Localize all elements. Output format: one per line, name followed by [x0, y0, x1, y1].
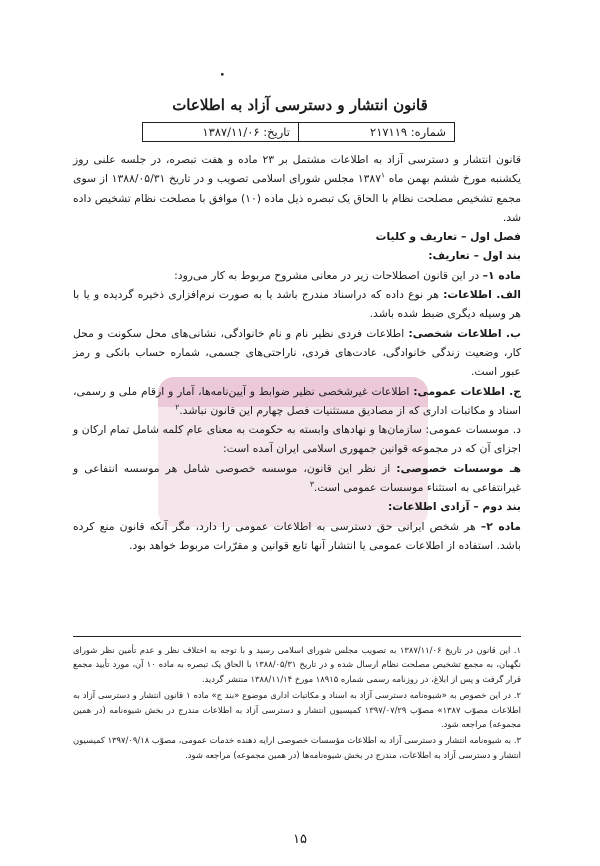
definition-c: [73, 382, 521, 421]
definition-a: [73, 285, 521, 324]
footnote-ref-2: ۲: [175, 402, 180, 412]
footnotes: [73, 643, 521, 764]
definition-a-text: هر نوع داده که دراسناد مندرج باشد یا به صورت نرم‌افزاری ذخیره گردیده و یا با هر وسیله دیگری ضبط شده باشد.: [73, 288, 521, 321]
footnote-ref-3: ۳: [309, 479, 314, 489]
law-title: قانون انتشار و دسترسی آزاد به اطلاعات: [172, 96, 428, 114]
article-2-text: هر شخص ایرانی حق دسترسی به اطلاعات عمومی را دارد، مگر آنکه قانون منع کرده باشد. استفاده از اطلاعات عمومی یا انتشار آنها تابع قوانین و مقرّرات مربوط خواهد بود.: [73, 519, 521, 552]
body-text: [73, 150, 521, 555]
article-1: [73, 266, 521, 285]
definition-e-label: هـ موسسات خصوصی:: [396, 461, 521, 475]
header-mark: ٠: [218, 66, 227, 82]
page-number: ۱۵: [293, 832, 307, 847]
law-number: شماره: ۲۱۷۱۱۹: [370, 125, 446, 139]
article-2-label: ماده ۲–: [480, 519, 521, 533]
footnote-divider: [73, 636, 521, 637]
article-1-text: در این قانون اصطلاحات زیر در معانی مشروح مربوط به کار می‌رود:: [174, 268, 483, 282]
footnote-ref-1: ۱: [381, 170, 386, 180]
definition-c-label: ج. اطلاعات عمومی:: [413, 384, 521, 398]
intro-paragraph: [73, 150, 521, 227]
definition-b-text: اطلاعات فردی نظیر نام و نام خانوادگی، نشانی‌های محل سکونت و محل کار، وضعیت زندگی خانوادگی، عادت‌های فردی، ناراحتی‌های جسمی، شماره حساب بانکی و رمز عبور است.: [73, 326, 521, 379]
section-heading-1: بند اول – تعاریف:: [428, 249, 521, 263]
meta-box: [142, 122, 455, 142]
chapter-heading: فصل اول – تعاریف و کلیات: [375, 230, 521, 244]
intro-text-1: قانون انتشار و دسترسی آزاد به اطلاعات مشتمل بر ۲۳ ماده و هفت تبصره، در جلسه علنی روز یکشنبه مورخ ششم بهمن ماه ۱۳۸۷: [73, 153, 521, 186]
footnote-1: ۱. این قانون در تاریخ ۱۳۸۷/۱۱/۰۶ به تصویب مجلس شورای اسلامی رسید و با توجه به اختلاف نظر و عدم تأمین نظر شورای نگهبان، به مجمع تشخیص مصلحت نظام ارسال شده و در تاریخ ۱۳۸۸/۰۵/۳۱ با الحاق یک تبصره به ماده ۱۰ آن، مورد تأیید مجمع قرار گرفت و پس از ابلاغ، در روزنامه رسمی شماره ۱۸۹۱۵ مورخ ۱۳۸۸/۱۱/۱۴ منتشر گردید.: [73, 645, 521, 684]
definition-b: [73, 324, 521, 382]
law-date: تاریخ: ۱۳۸۷/۱۱/۰۶: [143, 123, 299, 141]
definition-c-text: اطلاعات غیرشخصی نظیر ضوابط و آیین‌نامه‌ها، آمار و ارقام ملی و رسمی، اسناد و مکاتبات اداری که از مصادیق مستثنیات فصل چهارم این قانون نباشد.: [73, 384, 521, 417]
intro-text-2: مجلس شورای اسلامی تصویب و در تاریخ ۱۳۸۸/۰۵/۳۱ از سوی مجمع تشخیص مصلحت نظام با الحاق یک تبصره ذیل ماده (۱۰) موافق با مصلحت نظام تشخیص داده شد.: [73, 172, 521, 224]
article-2: [73, 517, 521, 556]
definition-b-label: ب. اطلاعات شخصی:: [408, 326, 521, 340]
article-1-label: ماده ۱–: [482, 268, 521, 282]
footnote-2: ۲. در این خصوص به «شیوه‌نامه دسترسی آزاد به اسناد و مکاتبات اداری موضوع «بند ج» ماده ۱ قانون انتشار و دسترسی آزاد به اطلاعات مصوّب ۱۳۸۷» مصوّب ۱۳۹۷/۰۷/۲۹ کمیسیون انتشار و دسترسی آزاد به اطلاعات مندرج در بخش شیوه‌نامه (در همین مجموعه) مراجعه شود.: [73, 690, 521, 730]
definition-e-text: از نظر این قانون، موسسه خصوصی شامل هر موسسه انتفاعی و غیرانتفاعی به استثناء موسسات عمومی است.: [73, 461, 521, 495]
definition-e: [73, 459, 521, 498]
section-heading-2: بند دوم – آزادی اطلاعات:: [387, 500, 521, 514]
definition-a-label: الف. اطلاعات:: [443, 288, 521, 302]
definition-d: د. موسسات عمومی: سازمان‌ها و نهادهای وابسته به حکومت به معنای عام کلمه شامل تمام ارکان و اجزای آن که در مجموعه قوانین جمهوری اسلامی ایران آمده است:: [73, 423, 521, 456]
footnote-3: ۳. به شیوه‌نامه انتشار و دسترسی آزاد به اطلاعات مؤسسات خصوصی ارایه دهنده خدمات عمومی، مصوّب ۱۳۹۷/۰۹/۱۸ کمیسیون انتشار و دسترسی آزاد به اطلاعات، مندرج در بخش شیوه‌نامه‌ها (در همین مجموعه) مراجعه شود.: [73, 735, 522, 760]
